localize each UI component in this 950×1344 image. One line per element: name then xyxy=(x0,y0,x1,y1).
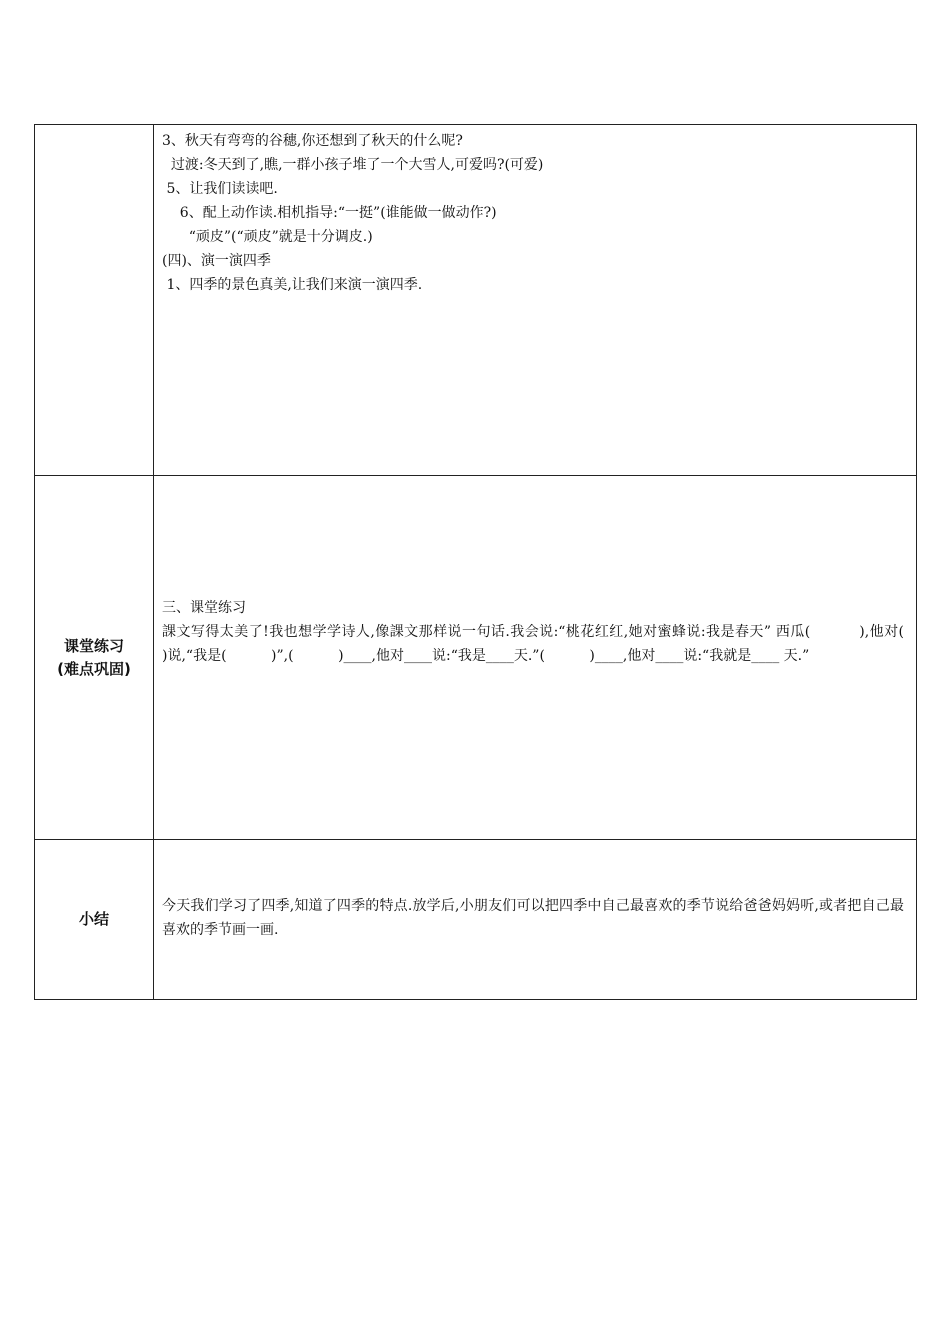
process-line-5: “顽皮”(“顽皮”就是十分调皮.) xyxy=(162,229,373,245)
table-row-practice xyxy=(35,476,917,840)
practice-label-subtitle: (难点巩固) xyxy=(57,659,131,678)
lesson-plan-table xyxy=(34,124,949,1000)
process-line-6: (四)、演一演四季 xyxy=(162,253,271,269)
practice-label xyxy=(35,476,154,840)
practice-label-title: 课堂练习 xyxy=(63,636,124,655)
process-line-3: 5、让我们读读吧. xyxy=(162,181,278,197)
practice-content xyxy=(154,476,949,840)
summary-label: 小结 xyxy=(35,840,154,1000)
process-line-2: 过渡:冬天到了,瞧,一群小孩子堆了一个大雪人,可爱吗?(可爱) xyxy=(162,157,544,173)
practice-exercise-text: 課文写得太美了!我也想学学诗人,像課文那样说一句话.我会说:“桃花红红,她对蜜蜂说:我是春天” 西瓜( ),他对( )说,“我是( )”,( )____,他对____说:“我是____天.”( )____,他对____说:“我就是____ 天.” xyxy=(162,624,949,664)
table-row-process xyxy=(35,125,917,476)
row-label-empty xyxy=(35,125,154,476)
summary-text: 今天我们学习了四季,知道了四季的特点.放学后,小朋友们可以把四季中自己最喜欢的季节说给爸爸妈妈听,或者把自己最喜欢的季节画一画. xyxy=(162,898,904,938)
process-content xyxy=(154,125,917,476)
process-line-7: 1、四季的景色真美,让我们来演一演四季. xyxy=(162,277,423,293)
process-line-4: 6、配上动作读.相机指导:“一挺”(谁能做一做动作?) xyxy=(162,205,497,221)
practice-heading: 三、课堂练习 xyxy=(162,600,246,616)
summary-content xyxy=(154,840,917,1000)
process-line-1: 3、秋天有弯弯的谷穗,你还想到了秋天的什么呢? xyxy=(162,133,463,149)
table-row-summary xyxy=(35,840,917,1000)
